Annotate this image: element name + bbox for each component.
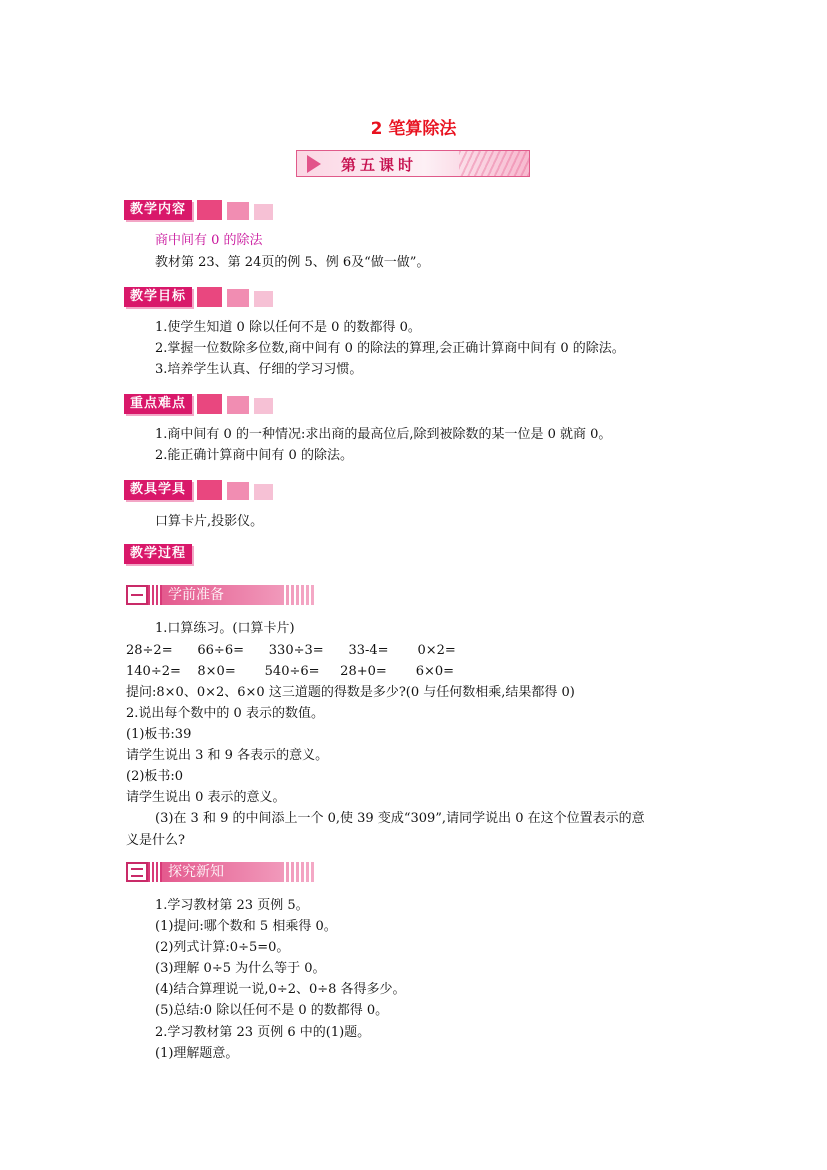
section-header-content xyxy=(124,198,273,220)
part1-line: 140÷2= 8×0= 540÷6= 28+0= 6×0= xyxy=(126,664,455,679)
content-line: 教材第 23、第 24页的例 5、例 6及“做一做”。 xyxy=(155,255,430,270)
part-title: 探究新知 xyxy=(162,862,314,882)
square-icon xyxy=(197,394,222,414)
part2-line: (3)理解 0÷5 为什么等于 0。 xyxy=(155,961,326,976)
square-icon xyxy=(227,396,249,414)
part1-line: (1)板书:39 xyxy=(126,727,192,742)
part2-line: (1)理解题意。 xyxy=(155,1046,239,1061)
square-icon xyxy=(227,482,249,500)
square-icon xyxy=(254,204,273,220)
triangle-icon xyxy=(307,155,321,173)
section-header-tools xyxy=(124,478,273,500)
part1-line: 28÷2= 66÷6= 330÷3= 33-4= 0×2= xyxy=(126,643,456,658)
part2-line: 1.学习教材第 23 页例 5。 xyxy=(155,898,309,913)
square-icon xyxy=(227,289,249,307)
part1-line: (3)在 3 和 9 的中间添上一个 0,使 39 变成“309”,请同学说出 0 在这个位置表示的意 xyxy=(155,811,645,826)
square-icon xyxy=(197,200,222,220)
goal-line: 3.培养学生认真、仔细的学习习惯。 xyxy=(155,362,363,377)
square-icon xyxy=(227,202,249,220)
part1-line: 提问:8×0、0×2、6×0 这三道题的得数是多少?(0 与任何数相乘,结果都得 0) xyxy=(126,685,575,700)
section-label: 教学过程 xyxy=(124,544,192,564)
part1-line: 义是什么? xyxy=(126,833,185,848)
numeral-one-icon xyxy=(126,585,148,605)
goal-line: 1.使学生知道 0 除以任何不是 0 的数都得 0。 xyxy=(155,320,421,335)
lesson-banner-text: 第五课时 xyxy=(341,156,418,174)
section-label: 教学内容 xyxy=(124,200,192,220)
part-one-header xyxy=(126,585,314,605)
part1-line: 2.说出每个数中的 0 表示的数值。 xyxy=(126,706,324,721)
section-label: 重点难点 xyxy=(124,394,192,414)
content-topic: 商中间有 0 的除法 xyxy=(155,233,263,248)
part1-line: 1.口算练习。(口算卡片) xyxy=(155,621,295,636)
lesson-banner xyxy=(296,150,530,177)
numeral-two-icon xyxy=(126,862,148,882)
square-icon xyxy=(254,291,273,307)
part1-line: 请学生说出 3 和 9 各表示的意义。 xyxy=(126,748,329,763)
part2-line: 2.学习教材第 23 页例 6 中的(1)题。 xyxy=(155,1025,371,1040)
part2-line: (2)列式计算:0÷5=0。 xyxy=(155,940,290,955)
section-header-key-points xyxy=(124,392,273,414)
section-header-process xyxy=(124,542,192,564)
goal-line: 2.掌握一位数除多位数,商中间有 0 的除法的算理,会正确计算商中间有 0 的除法。 xyxy=(155,341,625,356)
key-line: 2.能正确计算商中间有 0 的除法。 xyxy=(155,448,353,463)
part1-line: 请学生说出 0 表示的意义。 xyxy=(126,790,286,805)
square-icon xyxy=(254,398,273,414)
part2-line: (4)结合算理说一说,0÷2、0÷8 各得多少。 xyxy=(155,982,406,997)
key-line: 1.商中间有 0 的一种情况:求出商的最高位后,除到被除数的某一位是 0 就商 0。 xyxy=(155,427,612,442)
tools-line: 口算卡片,投影仪。 xyxy=(155,514,264,529)
page-title: 2 笔算除法 xyxy=(370,119,457,139)
square-icon xyxy=(254,484,273,500)
section-label: 教具学具 xyxy=(124,480,192,500)
part1-line: (2)板书:0 xyxy=(126,769,184,784)
section-label: 教学目标 xyxy=(124,287,192,307)
section-header-goals xyxy=(124,285,273,307)
square-icon xyxy=(197,287,222,307)
part-title: 学前准备 xyxy=(162,585,314,605)
square-icon xyxy=(197,480,222,500)
part2-line: (1)提问:哪个数和 5 相乘得 0。 xyxy=(155,919,337,934)
part-two-header xyxy=(126,862,314,882)
part2-line: (5)总结:0 除以任何不是 0 的数都得 0。 xyxy=(155,1003,389,1018)
